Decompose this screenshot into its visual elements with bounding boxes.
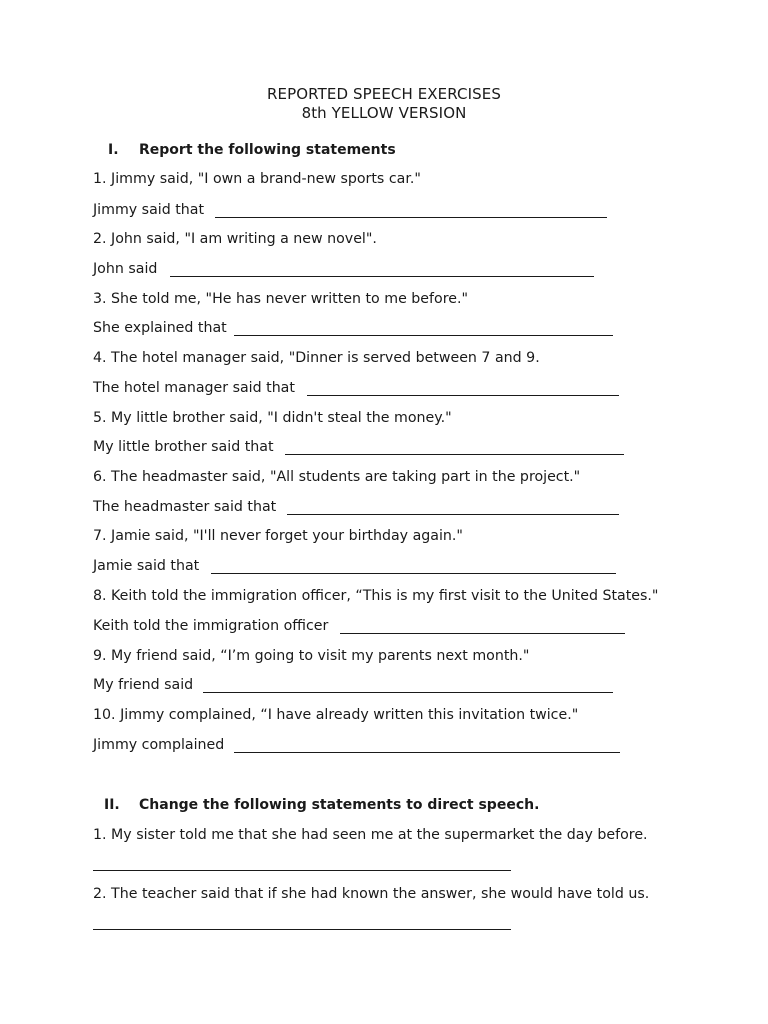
exercise-3-answer-line — [234, 335, 613, 336]
direct-speech-1-question: 1. My sister told me that she had seen me at the supermarket the day before. — [93, 827, 648, 843]
exercise-10-prompt: Jimmy complained — [93, 737, 225, 753]
exercise-10-question: 10. Jimmy complained, “I have already written this invitation twice." — [93, 707, 579, 723]
exercise-9-prompt: My friend said — [93, 677, 194, 693]
exercise-3-prompt: She explained that — [93, 320, 227, 336]
exercise-6-prompt: The headmaster said that — [93, 499, 277, 515]
exercise-2-answer-line — [170, 276, 594, 277]
exercise-1-question: 1. Jimmy said, "I own a brand-new sports car." — [93, 171, 421, 187]
exercise-4-prompt: The hotel manager said that — [93, 380, 295, 396]
worksheet-title: REPORTED SPEECH EXERCISES — [267, 85, 501, 103]
exercise-8-answer-line — [340, 633, 625, 634]
exercise-5-question: 5. My little brother said, "I didn't steal the money." — [93, 410, 452, 426]
exercise-2-prompt: John said — [93, 261, 158, 277]
exercise-7-question: 7. Jamie said, "I'll never forget your birthday again." — [93, 528, 463, 544]
exercise-9-question: 9. My friend said, “I’m going to visit my parents next month." — [93, 648, 530, 664]
exercise-2-question: 2. John said, "I am writing a new novel". — [93, 231, 377, 247]
exercise-10-answer-line — [234, 752, 620, 753]
exercise-3-question: 3. She told me, "He has never written to me before." — [93, 291, 468, 307]
exercise-4-answer-line — [307, 395, 619, 396]
direct-speech-2-question: 2. The teacher said that if she had known the answer, she would have told us. — [93, 886, 650, 902]
section-1-heading — [0, 142, 768, 164]
exercise-7-prompt: Jamie said that — [93, 558, 200, 574]
exercise-1-answer-line — [215, 217, 607, 218]
exercise-1-prompt: Jimmy said that — [93, 202, 205, 218]
exercise-7-answer-line — [211, 573, 616, 574]
direct-speech-1-answer-line — [93, 870, 511, 871]
section-1-title: Report the following statements — [139, 142, 396, 158]
exercise-5-answer-line — [285, 454, 624, 455]
exercise-8-question: 8. Keith told the immigration officer, “This is my first visit to the United States." — [93, 588, 659, 604]
section-2-title: Change the following statements to direct speech. — [139, 797, 540, 813]
exercise-6-question: 6. The headmaster said, "All students are taking part in the project." — [93, 469, 581, 485]
worksheet-subtitle: 8th YELLOW VERSION — [301, 104, 467, 122]
section-2-number: II. — [104, 797, 120, 813]
exercise-6-answer-line — [287, 514, 619, 515]
exercise-9-answer-line — [203, 692, 613, 693]
section-1-number: I. — [108, 142, 119, 158]
exercise-8-prompt: Keith told the immigration officer — [93, 618, 329, 634]
exercise-4-question: 4. The hotel manager said, "Dinner is served between 7 and 9. — [93, 350, 540, 366]
section-2-heading — [0, 797, 768, 819]
direct-speech-2-answer-line — [93, 929, 511, 930]
exercise-5-prompt: My little brother said that — [93, 439, 274, 455]
